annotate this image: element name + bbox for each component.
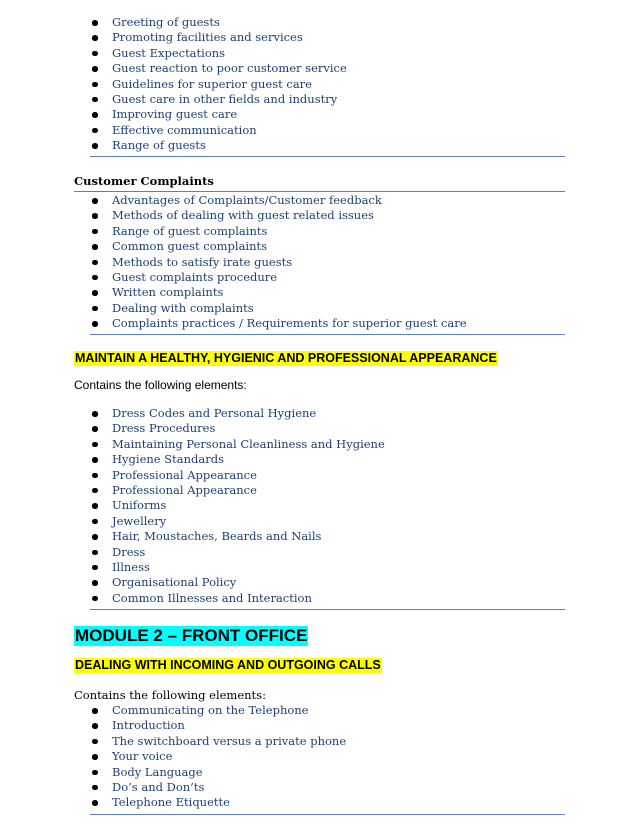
list-item: The switchboard versus a private phone [90, 734, 346, 749]
list-item: Maintaining Personal Cleanliness and Hygiene [90, 437, 385, 452]
list-item: Communicating on the Telephone [90, 703, 346, 718]
list-item: Dress Procedures [90, 421, 385, 436]
list-item: Telephone Etiquette [90, 795, 346, 810]
list-item: Illness [90, 560, 385, 575]
list-item: Guidelines for superior guest care [90, 77, 347, 92]
divider [90, 814, 565, 815]
list-item: Jewellery [90, 514, 385, 529]
list-item: Hygiene Standards [90, 452, 385, 467]
list-item: Range of guests [90, 138, 347, 153]
list-item: Promoting facilities and services [90, 30, 347, 45]
appearance-list [90, 406, 385, 606]
list-item: Professional Appearance [90, 468, 385, 483]
list-item: Introduction [90, 718, 346, 733]
calls-list [90, 703, 346, 811]
list-item: Organisational Policy [90, 575, 385, 590]
customer-complaints-list [90, 193, 467, 332]
divider [90, 609, 565, 610]
list-item: Dress Codes and Personal Hygiene [90, 406, 385, 421]
list-item: Methods of dealing with guest related issues [90, 208, 467, 223]
list-item: Advantages of Complaints/Customer feedback [90, 193, 467, 208]
appearance-heading: MAINTAIN A HEALTHY, HYGIENIC AND PROFESSIONAL APPEARANCE [75, 351, 497, 365]
calls-intro: Contains the following elements: [74, 688, 266, 702]
list-item: Hair, Moustaches, Beards and Nails [90, 529, 385, 544]
list-item: Body Language [90, 765, 346, 780]
list-item: Complaints practices / Requirements for superior guest care [90, 316, 467, 331]
list-item: Guest complaints procedure [90, 270, 467, 285]
list-item: Common guest complaints [90, 239, 467, 254]
list-item: Uniforms [90, 498, 385, 513]
list-item: Do’s and Don’ts [90, 780, 346, 795]
list-item: Guest care in other fields and industry [90, 92, 347, 107]
module-2-heading: MODULE 2 – FRONT OFFICE [75, 626, 308, 645]
list-item: Effective communication [90, 123, 347, 138]
list-item: Guest Expectations [90, 46, 347, 61]
calls-heading: DEALING WITH INCOMING AND OUTGOING CALLS [75, 658, 381, 672]
list-item: Methods to satisfy irate guests [90, 255, 467, 270]
list-item: Improving guest care [90, 107, 347, 122]
list-item: Dealing with complaints [90, 301, 467, 316]
divider [74, 191, 565, 192]
list-item: Greeting of guests [90, 15, 347, 30]
divider [90, 334, 565, 335]
divider [90, 156, 565, 157]
list-item: Your voice [90, 749, 346, 764]
customer-complaints-heading: Customer Complaints [74, 174, 214, 188]
list-item: Guest reaction to poor customer service [90, 61, 347, 76]
guest-care-list [90, 15, 347, 154]
list-item: Range of guest complaints [90, 224, 467, 239]
list-item: Common Illnesses and Interaction [90, 591, 385, 606]
appearance-intro: Contains the following elements: [74, 378, 247, 392]
list-item: Dress [90, 545, 385, 560]
list-item: Professional Appearance [90, 483, 385, 498]
list-item: Written complaints [90, 285, 467, 300]
